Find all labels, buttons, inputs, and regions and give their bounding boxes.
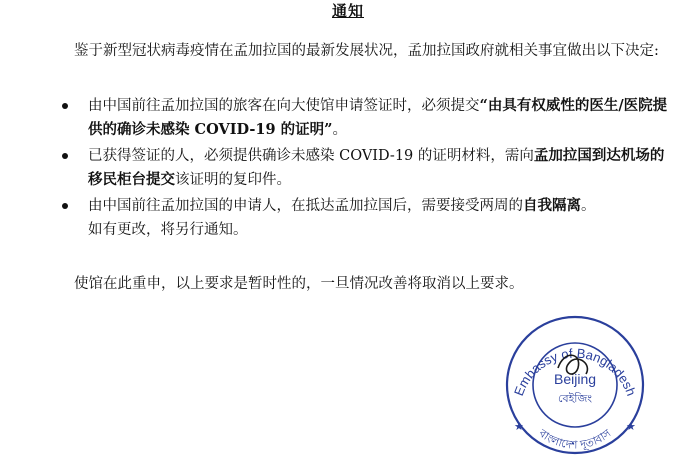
intro-paragraph: 鉴于新型冠状病毒疫情在孟加拉国的最新发展状况，孟加拉国政府就相关事宜做出以下决定: [74,43,659,59]
decision-item-2: 已获得签证的人，必须提供确诊未感染 COVID-19 的证明材料，需向孟加拉国到达机场的移民柜台提交该证明的复印件。 [62,144,672,192]
seal-city-bengali-text: বেইজিং [557,392,593,405]
seal-star-icon: ★ [626,420,636,433]
seal-star-icon: ★ [514,420,524,433]
bullet-dot-icon [62,203,68,209]
reiteration-paragraph: 使馆在此重申，以上要求是暂时性的，一旦情况改善将取消以上要求。 [74,276,524,292]
notice-title: 通知 [331,2,364,20]
bullet-dot-icon [62,103,68,109]
decision-item-3: 由中国前往孟加拉国的申请人，在抵达孟加拉国后，需要接受两周的自我隔离。 如有更改，将另行通知。 [62,194,672,242]
seal-outer-text: Embassy of Bangladesh [511,345,640,398]
seal-city-text: Beijing [553,371,597,387]
decision-item-1: 由中国前往孟加拉国的旅客在向大使馆申请签证时，必须提交“由具有权威性的医生/医院提供的确诊未感染 COVID-19 的证明”。 [62,94,672,142]
emphasis-text: 孟加拉国到达机场的移民柜台提交 [88,147,665,188]
decision-list [62,94,672,244]
emphasis-text: “由具有权威性的医生/医院提供的确诊未感染 COVID-19 的证明” [88,97,668,138]
emphasis-text: 自我隔离 [523,197,581,214]
seal-bottom-text: বাংলাদেশ দূতাবাস [536,426,614,452]
bullet-dot-icon [62,153,68,159]
embassy-seal-stamp [500,310,650,460]
